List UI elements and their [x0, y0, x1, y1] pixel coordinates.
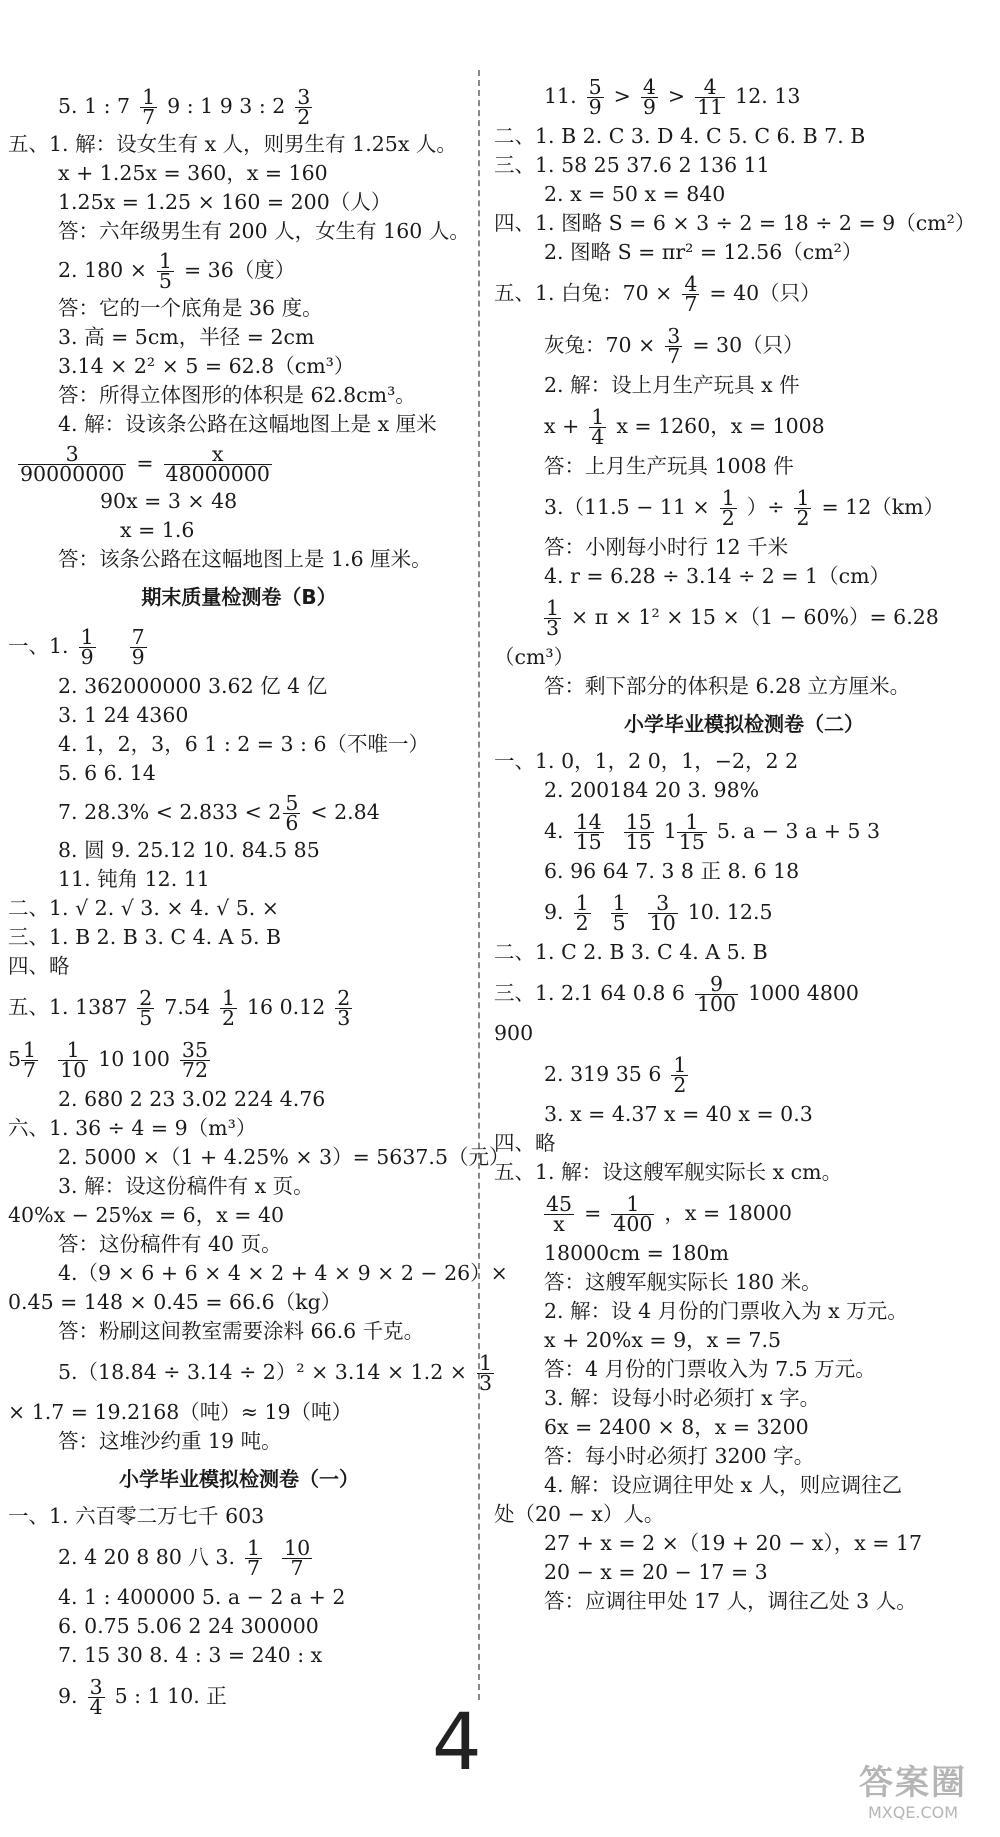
answer-line: 5. 6 6. 14: [58, 761, 156, 785]
answer-line: 六、1. 36 ÷ 4 = 9（m³）: [8, 1116, 257, 1140]
answer-line: 4. 1，2，3，6 1 : 2 = 3 : 6（不唯一）: [58, 732, 430, 756]
fraction: $\frac{4}{11}$: [697, 75, 724, 119]
answer-line: 90x = 3 × 48: [100, 489, 238, 513]
fraction: $\frac{1}{2}$: [721, 486, 735, 530]
answer-line: 答：粉刷这间教室需要涂料 66.6 千克。: [58, 1319, 425, 1343]
fraction: $\frac{1}{2}$: [673, 1053, 687, 1097]
watermark-url: MXQE.COM: [867, 1803, 959, 1822]
fraction: $\frac{1}{5}$: [612, 891, 626, 935]
answer-line: 答：4 月份的门票收入为 7.5 万元。: [544, 1357, 876, 1381]
answer-line: 27 + x = 2 ×（19 + 20 − x），x = 17: [544, 1531, 923, 1555]
fraction: $\frac{1}{7}$: [23, 1038, 37, 1082]
answer-line: 三、1. B 2. B 3. C 4. A 5. B: [8, 925, 282, 949]
answer-line: 答：每小时必须打 3200 字。: [544, 1444, 815, 1468]
answer-line: 2. 4 20 8 80 八 3. $\frac{1}{7}$ $\frac{10}{7}$: [58, 1536, 311, 1580]
answer-line: 2. 解：设 4 月份的门票收入为 x 万元。: [544, 1299, 908, 1323]
fraction: $\frac{1}{15}$: [678, 810, 705, 854]
answer-line: 灰兔：70 × $\frac{3}{7}$ = 30（只）: [544, 324, 804, 368]
answer-line: 五、1. 白兔：70 × $\frac{4}{7}$ = 40（只）: [494, 272, 821, 316]
answer-line: 2. 200184 20 3. 98%: [544, 778, 760, 802]
answer-line: （cm³）: [494, 645, 575, 669]
answer-line: 一、1. 六百零二万七千 603: [8, 1504, 265, 1528]
answer-line: 7. 28.3% < 2.833 < 2 $\frac{5}{6}$ < 2.84: [58, 791, 380, 835]
fraction: $\frac{35}{72}$: [181, 1038, 209, 1082]
answer-line: 20 − x = 20 − 17 = 3: [544, 1560, 768, 1584]
answer-line: x + 1.25x = 360，x = 160: [58, 161, 328, 185]
fraction: $\frac{1}{400}$: [613, 1192, 653, 1236]
answer-line: 答：应调往甲处 17 人，调往乙处 3 人。: [544, 1589, 917, 1613]
answer-line: 900: [494, 1021, 534, 1045]
fraction: $\frac{5}{6}$: [285, 791, 299, 835]
answer-line: 答：上月生产玩具 1008 件: [544, 454, 794, 478]
fraction: $\frac{45}{x}$: [546, 1192, 573, 1236]
fraction: $\frac{1}{4}$: [591, 405, 605, 449]
section-title: 小学毕业模拟检测卷（二）: [624, 712, 864, 736]
answer-line: 三、1. 2.1 64 0.8 6 $\frac{9}{100}$ 1000 4800: [494, 972, 859, 1016]
section-title: 期末质量检测卷（B）: [141, 585, 337, 609]
fraction: $\frac{3}{2}$: [297, 85, 311, 129]
answer-line: x = 1.6: [120, 518, 195, 542]
fraction: $\frac{1}{3}$: [546, 596, 560, 640]
section-title: 小学毕业模拟检测卷（一）: [119, 1467, 359, 1491]
answer-line: 2. 图略 S = πr² = 12.56（cm²）: [544, 240, 863, 264]
answer-line: 3. 解：设这份稿件有 x 页。: [58, 1174, 314, 1198]
answer-line: 5 $\frac{1}{7}$ $\frac{1}{10}$ 10 100 $\frac{35}{72}$: [8, 1038, 209, 1082]
right-column: [494, 70, 994, 1616]
watermark-logo: [838, 1763, 988, 1829]
fraction: $\frac{3}{10}$: [649, 891, 676, 935]
answer-line: 4. 解：设应调往甲处 x 人，则应调往乙: [544, 1473, 903, 1497]
answer-line: 答：剩下部分的体积是 6.28 立方厘米。: [544, 674, 911, 698]
answer-line: 2. 180 × $\frac{1}{5}$ = 36（度）: [58, 249, 296, 293]
answer-line: 答：它的一个底角是 36 度。: [58, 296, 323, 320]
answer-line: 9. $\frac{3}{4}$ 5 : 1 10. 正: [58, 1675, 227, 1719]
answer-line: 0.45 = 148 × 0.45 = 66.6（kg）: [8, 1290, 342, 1314]
answer-line: 6. 0.75 5.06 2 24 300000: [58, 1614, 319, 1638]
answer-line: 1.25x = 1.25 × 160 = 200（人）: [58, 190, 392, 214]
fraction: $\frac{1}{3}$: [478, 1351, 492, 1395]
fraction: $\frac{1}{7}$: [246, 1536, 261, 1580]
answer-line: 2. 解：设上月生产玩具 x 件: [544, 373, 800, 397]
fraction: $\frac{10}{7}$: [284, 1536, 311, 1580]
fraction: $\frac{5}{9}$: [588, 75, 602, 119]
answer-line: 一、1. 0，1，2 0，1，−2，2 2: [494, 749, 799, 773]
fraction: $\frac{7}{9}$: [131, 625, 145, 669]
watermark-text: 答案圈: [859, 1763, 967, 1803]
answer-line: 答：这堆沙约重 19 吨。: [58, 1429, 282, 1453]
answer-line: 8. 圆 9. 25.12 10. 84.5 85: [58, 838, 320, 862]
answer-line: $\frac{3}{90000000}$ = $\frac{x}{48000000}$: [20, 442, 270, 486]
answer-line: 4. r = 6.28 ÷ 3.14 ÷ 2 = 1（cm）: [544, 564, 891, 588]
answer-line: 答：该条公路在这幅地图上是 1.6 厘米。: [58, 547, 432, 571]
fraction: $\frac{14}{15}$: [575, 810, 602, 854]
answer-line: 2. 680 2 23 3.02 224 4.76: [58, 1087, 326, 1111]
fraction: $\frac{9}{100}$: [696, 972, 737, 1016]
answer-line: 答：所得立体图形的体积是 62.8cm³。: [58, 383, 416, 407]
answer-line: 一、1. $\frac{1}{9}$ $\frac{7}{9}$: [8, 625, 145, 669]
answer-line: 3. 解：设每小时必须打 x 字。: [544, 1386, 821, 1410]
answer-line: 4. 解：设该条公路在这幅地图上是 x 厘米: [58, 412, 437, 436]
answer-line: 2. x = 50 x = 840: [544, 182, 726, 206]
answer-line: 7. 15 30 8. 4 : 3 = 240 : x: [58, 1643, 323, 1667]
answer-line: 四、略: [494, 1131, 556, 1155]
answer-line: 答：这艘军舰实际长 180 米。: [544, 1270, 822, 1294]
answer-line: 五、1. 解：设女生有 x 人，则男生有 1.25x 人。: [8, 132, 457, 156]
fraction: $\frac{15}{15}$: [625, 810, 652, 854]
fraction: $\frac{3}{4}$: [89, 1675, 103, 1719]
answer-line: 18000cm = 180m: [544, 1241, 729, 1265]
answer-line: 答：六年级男生有 200 人，女生有 160 人。: [58, 219, 470, 243]
fraction: $\frac{1}{2}$: [575, 891, 589, 935]
fraction: $\frac{1}{9}$: [80, 625, 94, 669]
answer-line: 五、1. 解：设这艘军舰实际长 x cm。: [494, 1160, 843, 1184]
fraction: $\frac{1}{7}$: [142, 85, 156, 129]
answer-line: 11. 钝角 12. 11: [58, 867, 210, 891]
fraction: $\frac{3}{90000000}$: [20, 442, 125, 486]
answer-line: 6x = 2400 × 8，x = 3200: [544, 1415, 809, 1439]
answer-line: 答：小刚每小时行 12 千米: [544, 535, 789, 559]
fraction: $\frac{1}{10}$: [60, 1038, 87, 1082]
answer-line: 4. $\frac{14}{15}$ $\frac{15}{15}$ 1 $\frac{1}{15}$ 5. a − 3 a + 5 3: [544, 810, 880, 854]
answer-line: 11. $\frac{5}{9}$ > $\frac{4}{9}$ > $\frac{4}{11}$ 12. 13: [544, 75, 801, 119]
answer-line: 5. 1 : 7 $\frac{1}{7}$ 9 : 1 9 3 : 2 $\frac{3}{2}$: [58, 85, 311, 129]
answer-line: 三、1. 58 25 37.6 2 136 11: [494, 153, 770, 177]
answer-line: 二、1. B 2. C 3. D 4. C 5. C 6. B 7. B: [494, 124, 866, 148]
fraction: $\frac{2}{3}$: [337, 986, 351, 1030]
answer-line: 4.（9 × 6 + 6 × 4 × 2 + 4 × 9 × 2 − 26）×: [58, 1261, 508, 1285]
answer-line: 2. 5000 ×（1 + 4.25% × 3）= 5637.5（元）: [58, 1145, 510, 1169]
answer-line: 3.（11.5 − 11 × $\frac{1}{2}$ ）÷ $\frac{1}{2}$ = 12（km）: [544, 486, 945, 530]
fraction: $\frac{4}{9}$: [642, 75, 656, 119]
answer-line: 五、1. 1387 $\frac{2}{5}$ 7.54 $\frac{1}{2}$ 16 0.12 $\frac{2}{3}$: [8, 986, 351, 1030]
answer-line: 3. 高 = 5cm，半径 = 2cm: [58, 325, 315, 349]
answer-line: 答：这份稿件有 40 页。: [58, 1232, 282, 1256]
answer-line: 处（20 − x）人。: [494, 1502, 665, 1526]
answer-line: 二、1. √ 2. √ 3. × 4. √ 5. ×: [8, 896, 279, 920]
answer-line: 2. 362000000 3.62 亿 4 亿: [58, 674, 328, 698]
answer-line: 3. x = 4.37 x = 40 x = 0.3: [544, 1102, 813, 1126]
fraction: $\frac{2}{5}$: [139, 986, 153, 1030]
column-divider: [478, 70, 480, 1700]
answer-line: $\frac{1}{3}$ × π × 1² × 15 ×（1 − 60%）= 6.28: [546, 596, 939, 640]
answer-line: 6. 96 64 7. 3 8 正 8. 6 18: [544, 859, 800, 883]
answer-line: $\frac{45}{x}$ = $\frac{1}{400}$ ，x = 18000: [546, 1192, 792, 1236]
answer-line: 4. 1 : 400000 5. a − 2 a + 2: [58, 1585, 346, 1609]
answer-line: 5.（18.84 ÷ 3.14 ÷ 2）² × 3.14 × 1.2 × $\frac{1}{3}$: [58, 1351, 492, 1395]
answer-line: 四、1. 图略 S = 6 × 3 ÷ 2 = 18 ÷ 2 = 9（cm²）: [494, 211, 976, 235]
answer-line: 9. $\frac{1}{2}$ $\frac{1}{5}$ $\frac{3}{10}$ 10. 12.5: [544, 891, 773, 935]
answer-line: 3. 1 24 4360: [58, 703, 189, 727]
answer-line: 2. 319 35 6 $\frac{1}{2}$: [544, 1053, 687, 1097]
answer-line: 二、1. C 2. B 3. C 4. A 5. B: [494, 940, 768, 964]
answer-line: x + 20%x = 9，x = 7.5: [544, 1328, 782, 1352]
fraction: $\frac{1}{2}$: [221, 986, 235, 1030]
fraction: $\frac{4}{7}$: [684, 272, 698, 316]
left-column: [8, 82, 510, 1722]
fraction: $\frac{3}{7}$: [667, 324, 681, 368]
answer-line: 3.14 × 2² × 5 = 62.8（cm³）: [58, 354, 355, 378]
answer-line: × 1.7 = 19.2168（吨）≈ 19（吨）: [8, 1400, 353, 1424]
fraction: $\frac{x}{48000000}$: [165, 442, 270, 486]
page-number: 4: [432, 1698, 482, 1788]
fraction: $\frac{1}{5}$: [158, 249, 172, 293]
fraction: $\frac{1}{2}$: [796, 486, 810, 530]
answer-line: 40%x − 25%x = 6，x = 40: [8, 1203, 285, 1227]
answer-line: x + $\frac{1}{4}$ x = 1260，x = 1008: [544, 405, 825, 449]
answer-line: 四、略: [8, 954, 70, 978]
